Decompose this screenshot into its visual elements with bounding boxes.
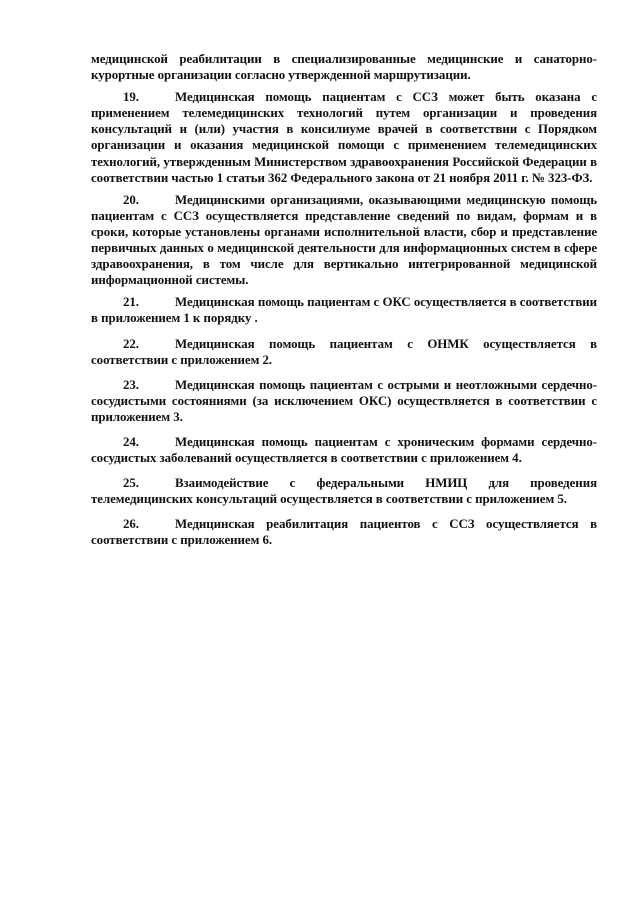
paragraph-text: Медицинская помощь пациентам с острыми и неотложными сердечно-сосудистыми состояниями (за исключением ОКС) осуществляется в соответствии с приложением 3. [91, 377, 597, 424]
paragraph-number: 25. [123, 476, 139, 491]
paragraph-number: 23. [123, 377, 139, 392]
paragraph-26 [91, 516, 597, 548]
paragraph-number: 21. [123, 295, 139, 310]
paragraph-25 [91, 475, 597, 507]
paragraph-19 [91, 89, 597, 186]
document-body [91, 51, 597, 555]
paragraph-text: Медицинская реабилитация пациентов с ССЗ осуществляется в соответствии с приложением 6. [91, 517, 597, 548]
paragraph-text: Медицинская помощь пациентам с ССЗ может быть оказана с применением телемедицинских технологий путем организации и проведения консультаций и (или) участия в консилиуме врачей в соответствии с Порядком организации и оказания медицинской помощи с применением телемедицинских технологий, утвержденным Министерством здравоохранения Российской Федерации в соответствии частью 1 статьи 362 Федерального закона от 21 ноября 2011 г. № 323-ФЗ. [91, 90, 597, 185]
paragraph-text: Медицинская помощь пациентам с ОКС осуществляется в соответствии в приложением 1 к порядку . [91, 295, 597, 326]
intro-paragraph [91, 51, 597, 83]
paragraph-number: 24. [123, 434, 139, 449]
paragraph-text: Взаимодействие с федеральными НМИЦ для проведения телемедицинских консультаций осуществляется в соответствии с приложением 5. [91, 476, 597, 507]
paragraph-number: 26. [123, 517, 139, 532]
paragraph-number: 22. [123, 336, 139, 351]
paragraph-text: Медицинскими организациями, оказывающими медицинскую помощь пациентам с ССЗ осуществляется представление сведений по видам, формам и в сроки, которые установлены органами исполнительной власти, сбор и представление первичных данных о медицинской деятельности для информационных систем в сфере здравоохранения, в том числе для вертикально интегрированной медицинской информационной системы. [91, 192, 597, 288]
paragraph-number: 20. [123, 192, 139, 207]
intro-text: медицинской реабилитации в специализированные медицинские и санаторно-курортные организации согласно утвержденной маршрутизации. [91, 52, 597, 83]
paragraph-24 [91, 434, 597, 466]
paragraph-20 [91, 192, 597, 289]
paragraph-text: Медицинская помощь пациентам с ОНМК осуществляется в соответствии с приложением 2. [91, 336, 597, 367]
paragraph-number: 19. [123, 90, 139, 105]
paragraph-22 [91, 336, 597, 368]
paragraph-text: Медицинская помощь пациентам с хроническим формами сердечно-сосудистых заболеваний осуществляется в соответствии с приложением 4. [91, 434, 597, 466]
paragraph-21 [91, 294, 597, 326]
paragraph-23 [91, 377, 597, 425]
